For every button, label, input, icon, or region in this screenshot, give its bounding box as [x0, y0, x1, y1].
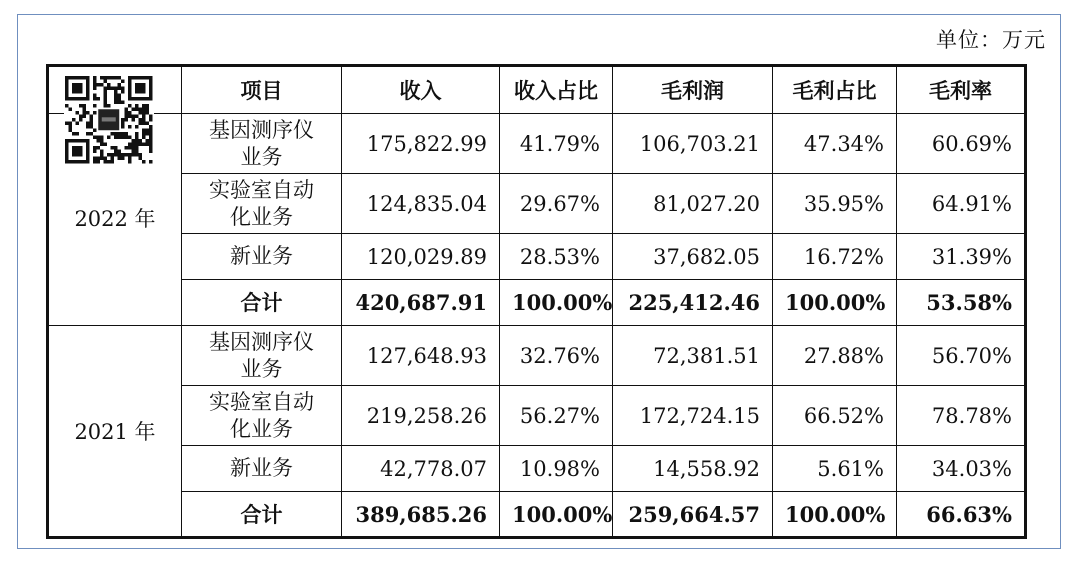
revenue-share-cell: 29.67% — [500, 174, 613, 234]
revenue-share-cell: 41.79% — [500, 114, 613, 174]
header-row — [48, 66, 1026, 114]
year-cell — [48, 326, 182, 538]
gp-margin-cell: 31.39% — [897, 234, 1026, 280]
header-gp-share: 毛利占比 — [773, 66, 897, 114]
revenue-share-cell: 100.00% — [500, 280, 613, 326]
gp-margin-cell: 34.03% — [897, 446, 1026, 492]
gp-margin-cell: 66.63% — [897, 492, 1026, 538]
gross-profit-cell: 259,664.57 — [613, 492, 773, 538]
header-gp-margin: 毛利率 — [897, 66, 1026, 114]
gross-profit-cell: 106,703.21 — [613, 114, 773, 174]
gp-margin-cell: 56.70% — [897, 326, 1026, 386]
header-gross-profit: 毛利润 — [613, 66, 773, 114]
table-row — [48, 446, 1026, 492]
gp-share-cell: 100.00% — [773, 492, 897, 538]
gross-profit-cell: 72,381.51 — [613, 326, 773, 386]
table-row — [48, 326, 1026, 386]
gp-margin-cell: 53.58% — [897, 280, 1026, 326]
unit-label: 单位：万元 — [936, 28, 1046, 52]
year-label: 2022 年 — [74, 206, 156, 231]
revenue-share-cell: 10.98% — [500, 446, 613, 492]
revenue-share-cell: 100.00% — [500, 492, 613, 538]
gross-profit-cell: 172,724.15 — [613, 386, 773, 446]
revenue-cell: 389,685.26 — [342, 492, 500, 538]
gp-share-cell: 27.88% — [773, 326, 897, 386]
gross-profit-cell: 37,682.05 — [613, 234, 773, 280]
gross-profit-cell: 81,027.20 — [613, 174, 773, 234]
revenue-cell: 175,822.99 — [342, 114, 500, 174]
header-revenue: 收入 — [342, 66, 500, 114]
revenue-cell: 120,029.89 — [342, 234, 500, 280]
revenue-cell: 420,687.91 — [342, 280, 500, 326]
financial-table — [46, 64, 1027, 539]
item-cell: 实验室自动 化业务 — [182, 386, 342, 446]
item-cell: 实验室自动 化业务 — [182, 174, 342, 234]
item-cell: 新业务 — [182, 234, 342, 280]
table-row — [48, 234, 1026, 280]
corner-cell — [48, 66, 182, 114]
item-cell: 新业务 — [182, 446, 342, 492]
revenue-cell: 219,258.26 — [342, 386, 500, 446]
revenue-share-cell: 32.76% — [500, 326, 613, 386]
gp-share-cell: 5.61% — [773, 446, 897, 492]
gross-profit-cell: 225,412.46 — [613, 280, 773, 326]
gross-profit-cell: 14,558.92 — [613, 446, 773, 492]
total-row — [48, 280, 1026, 326]
total-row — [48, 492, 1026, 538]
revenue-share-cell: 28.53% — [500, 234, 613, 280]
item-cell: 基因测序仪 业务 — [182, 114, 342, 174]
gp-share-cell: 47.34% — [773, 114, 897, 174]
gp-margin-cell: 60.69% — [897, 114, 1026, 174]
header-item: 项目 — [182, 66, 342, 114]
gp-share-cell: 100.00% — [773, 280, 897, 326]
revenue-cell: 124,835.04 — [342, 174, 500, 234]
gp-share-cell: 16.72% — [773, 234, 897, 280]
revenue-share-cell: 56.27% — [500, 386, 613, 446]
table-row — [48, 386, 1026, 446]
revenue-cell: 42,778.07 — [342, 446, 500, 492]
gp-margin-cell: 78.78% — [897, 386, 1026, 446]
gp-share-cell: 35.95% — [773, 174, 897, 234]
year-label: 2021 年 — [74, 420, 156, 444]
gp-share-cell: 66.52% — [773, 386, 897, 446]
item-cell: 合计 — [182, 492, 342, 538]
table-row — [48, 114, 1026, 174]
gp-margin-cell: 64.91% — [897, 174, 1026, 234]
year-cell — [48, 114, 182, 326]
item-cell: 合计 — [182, 280, 342, 326]
header-revenue-share: 收入占比 — [500, 66, 613, 114]
revenue-cell: 127,648.93 — [342, 326, 500, 386]
item-cell: 基因测序仪 业务 — [182, 326, 342, 386]
table-row — [48, 174, 1026, 234]
